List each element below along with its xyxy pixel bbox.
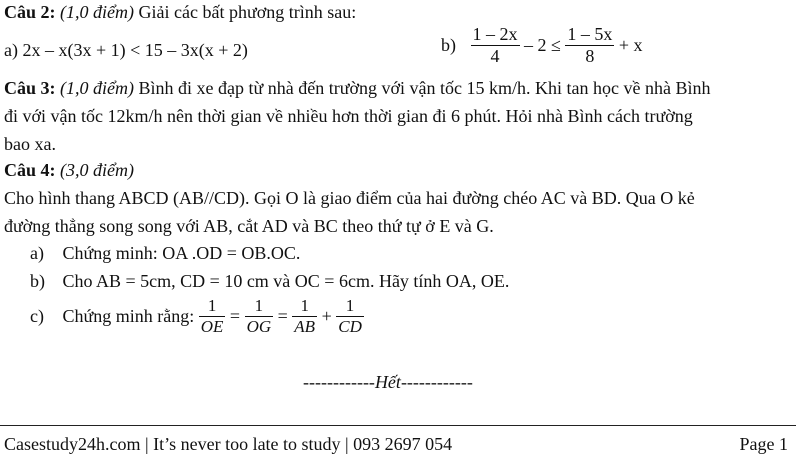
q2-a-label: a): [4, 40, 18, 60]
q2-b-fraction-2: [565, 24, 614, 67]
q3-text-3: bao xa.: [4, 134, 56, 154]
end-marker: [303, 372, 473, 393]
q4-c-numerator-3: 1: [292, 296, 317, 317]
q4-c-denominator-ab: AB: [294, 316, 316, 336]
q2-b-denominator-2: 8: [585, 45, 595, 66]
q4-c-fraction-oe: [199, 296, 226, 337]
q4-a-text: Chứng minh: OA .OD = OB.OC.: [62, 243, 301, 263]
q4-text-1: Cho hình thang ABCD (AB//CD). Gọi O là giao điểm của hai đường chéo AC và BD. Qua O kẻ: [4, 188, 695, 208]
q4-line-2: [4, 216, 494, 237]
q4-c-numerator-2: 1: [245, 296, 274, 317]
footer-site-text: Casestudy24h.com | It’s never too late to study | 093 2697 054: [4, 434, 453, 454]
q3-line-2: [4, 106, 693, 127]
q4-title: Câu 4:: [4, 160, 56, 180]
q4-part-a: [30, 243, 300, 264]
end-word: Hết: [374, 372, 401, 392]
footer-left: [4, 434, 452, 455]
q2-heading: [4, 2, 356, 23]
q2-b-numerator-2: 1 – 5x: [567, 24, 613, 44]
q2-b-middle: – 2 ≤: [524, 35, 561, 56]
q4-c-equals-2: =: [277, 305, 288, 326]
q2-title: Câu 2:: [4, 2, 56, 22]
q3-line-3: [4, 134, 56, 155]
q4-c-equals-1: =: [229, 305, 241, 326]
q4-text-2: đường thẳng song song với AB, cắt AD và BC theo thứ tự ở E và G.: [4, 216, 494, 236]
q4-c-plus: +: [321, 305, 332, 326]
end-dashes-right: ------------: [400, 372, 473, 392]
q2-b-numerator-1: 1 – 2x: [472, 24, 518, 44]
q2-a-expression: 2x – x(3x + 1) < 15 – 3x(x + 2): [22, 40, 248, 60]
q3-text-1: Bình đi xe đạp từ nhà đến trường với vận tốc 15 km/h. Khi tan học về nhà Bình: [138, 78, 711, 98]
q4-c-numerator-4: 1: [336, 296, 364, 317]
q2-intro: Giải các bất phương trình sau:: [138, 2, 357, 22]
q4-heading: [4, 160, 134, 181]
q4-a-label: a): [30, 243, 44, 263]
q2-part-b: [441, 24, 643, 67]
q2-b-denominator-1: 4: [490, 45, 500, 66]
q3-text-2: đi với vận tốc 12km/h nên thời gian về nhiều hơn thời gian đi 6 phút. Hỏi nhà Bình cách trường: [4, 106, 693, 126]
footer-right: [740, 434, 789, 455]
q3-points: (1,0 điểm): [60, 78, 134, 98]
q3-line-1: [4, 78, 710, 99]
q3-title: Câu 3:: [4, 78, 56, 98]
q4-c-fraction-og: [245, 296, 274, 337]
q4-part-b: [30, 271, 509, 292]
q2-b-label: b): [441, 35, 456, 56]
q2-part-a: [4, 40, 248, 61]
q4-c-fraction-cd: [336, 296, 364, 337]
q2-b-tail: + x: [618, 35, 643, 56]
q4-line-1: [4, 188, 695, 209]
q4-b-label: b): [30, 271, 45, 291]
q4-points: (3,0 điểm): [60, 160, 134, 180]
q4-c-text: Chứng minh rằng:: [62, 305, 195, 326]
q4-c-label: c): [30, 305, 44, 326]
q4-c-numerator-1: 1: [199, 296, 226, 317]
q4-c-fraction-ab: [292, 296, 317, 337]
q4-part-c: [30, 296, 364, 337]
footer-divider: [0, 425, 796, 426]
q2-points: (1,0 điểm): [60, 2, 134, 22]
q4-c-denominator-og: OG: [246, 316, 272, 336]
end-dashes-left: ------------: [303, 372, 375, 392]
q4-c-denominator-oe: OE: [200, 316, 224, 336]
footer-page-number: Page 1: [739, 434, 788, 454]
q4-c-denominator-cd: CD: [338, 316, 362, 336]
q2-b-fraction-1: [471, 24, 520, 67]
q4-b-text: Cho AB = 5cm, CD = 10 cm và OC = 6cm. Hãy tính OA, OE.: [62, 271, 510, 291]
